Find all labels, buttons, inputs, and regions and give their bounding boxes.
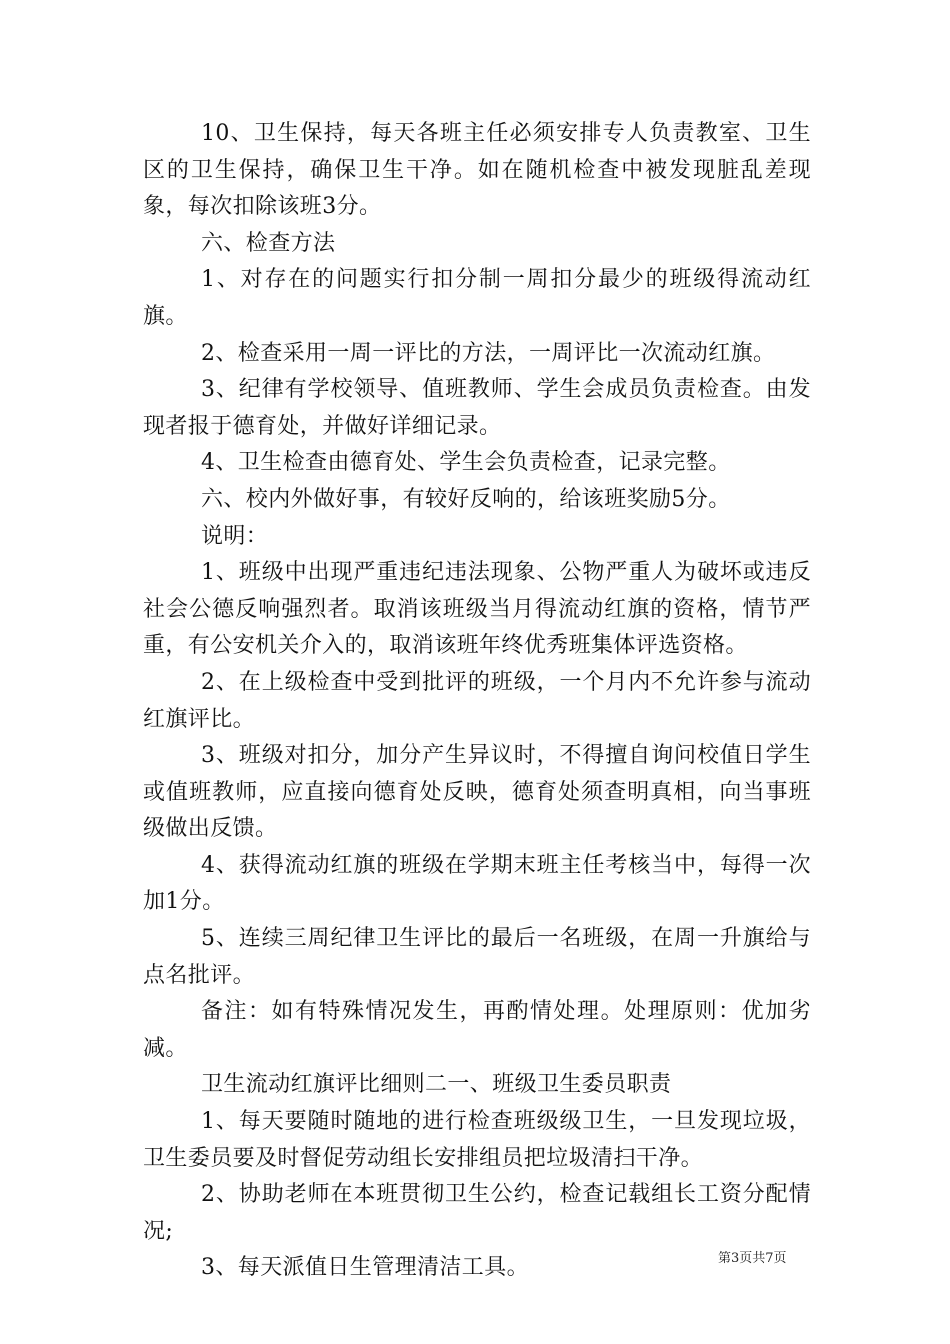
- paragraph: 5、连续三周纪律卫生评比的最后一名班级，在周一升旗给与点名批评。: [143, 926, 811, 988]
- paragraph: 3、纪律有学校领导、值班教师、学生会成员负责检查。由发现者报于德育处，并做好详细记录。: [143, 377, 811, 439]
- paragraph: 3、每天派值日生管理清洁工具。: [201, 1255, 529, 1281]
- paragraph: 4、获得流动红旗的班级在学期末班主任考核当中，每得一次加1分。: [143, 852, 811, 915]
- paragraph: 2、协助老师在本班贯彻卫生公约，检查记载组长工资分配情况;: [143, 1182, 811, 1244]
- paragraph: 六、校内外做好事，有较好反响的，给该班奖励5分。: [201, 486, 731, 512]
- paragraph: 3、班级对扣分，加分产生异议时，不得擅自询问校值日学生或值班教师，应直接向德育处反映，德育处须查明真相，向当事班级做出反馈。: [143, 743, 811, 842]
- paragraph: 2、检查采用一周一评比的方法，一周评比一次流动红旗。: [201, 340, 776, 366]
- paragraph: 1、每天要随时随地的进行检查班级级卫生，一旦发现垃圾，卫生委员要及时督促劳动组长安排组员把垃圾清扫干净。: [143, 1109, 811, 1171]
- paragraph: 4、卫生检查由德育处、学生会负责检查，记录完整。: [201, 450, 731, 476]
- section-heading: 六、检查方法: [201, 230, 336, 256]
- paragraph: 1、班级中出现严重违纪违法现象、公物严重人为破坏或违反社会公德反响强烈者。取消该班级当月得流动红旗的资格，情节严重，有公安机关介入的，取消该班年终优秀班集体评选资格。: [143, 560, 811, 659]
- page-number: 第3页共7页: [718, 1251, 787, 1266]
- section-heading: 说明：: [201, 523, 269, 549]
- note-paragraph: 备注：如有特殊情况发生，再酌情处理。处理原则：优加劣减。: [143, 999, 811, 1061]
- paragraph: 2、在上级检查中受到批评的班级，一个月内不允许参与流动红旗评比。: [143, 669, 811, 732]
- document-body: [143, 116, 811, 1287]
- section-heading: 卫生流动红旗评比细则二一、班级卫生委员职责: [201, 1072, 672, 1098]
- paragraph: 1、对存在的问题实行扣分制一周扣分最少的班级得流动红旗。: [143, 267, 811, 329]
- paragraph: 10、卫生保持，每天各班主任必须安排专人负责教室、卫生区的卫生保持，确保卫生干净。如在随机检查中被发现脏乱差现象，每次扣除该班3分。: [143, 121, 811, 220]
